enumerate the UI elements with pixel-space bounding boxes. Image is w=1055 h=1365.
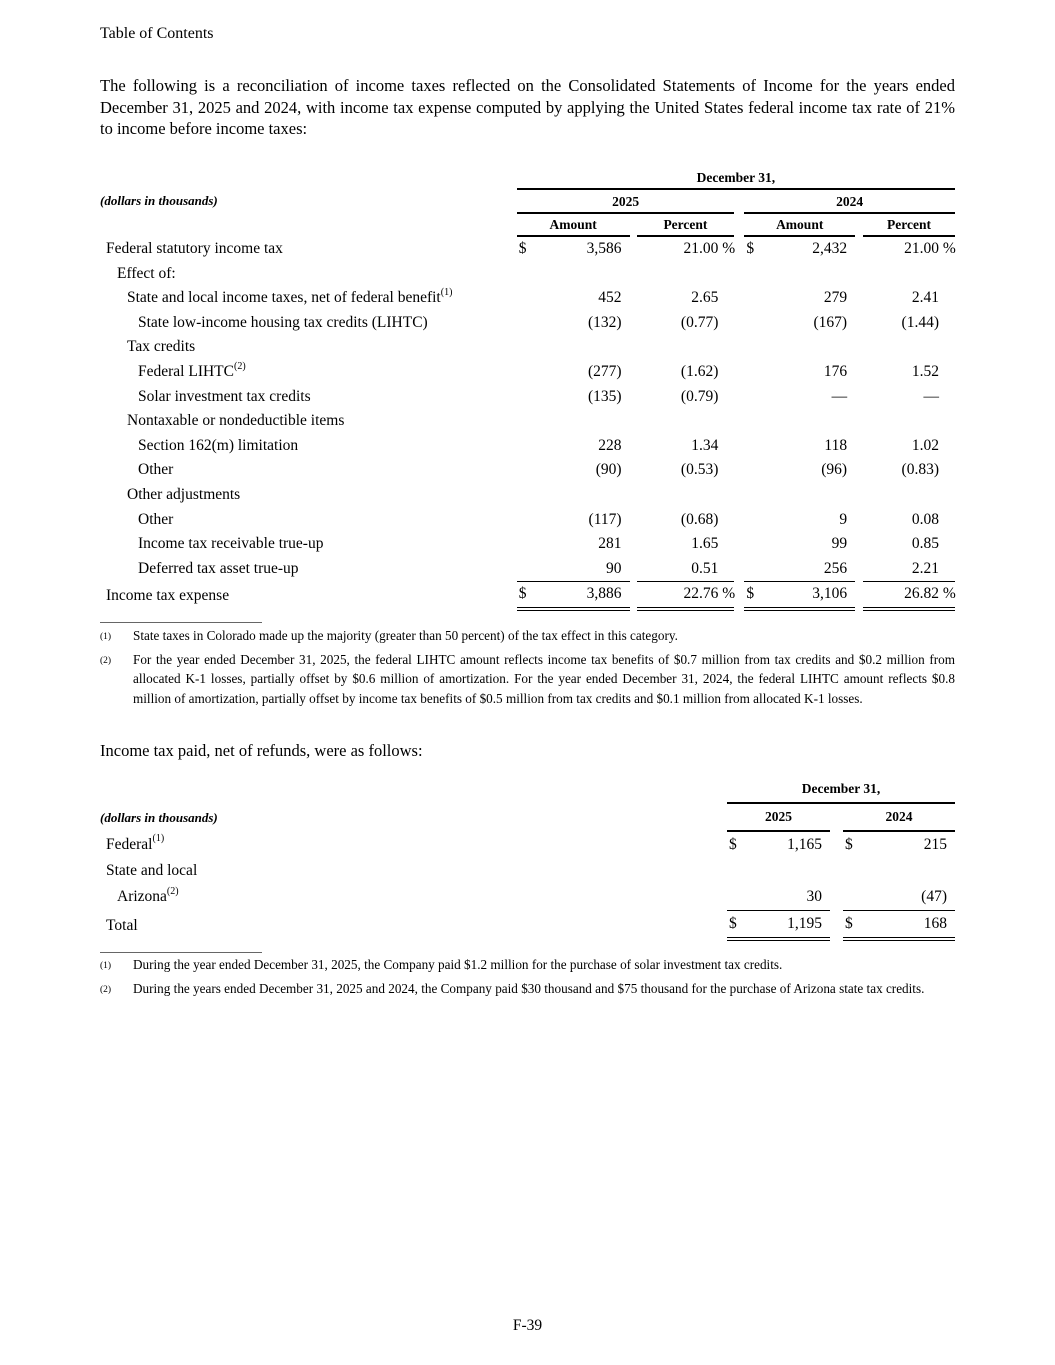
percent-cell: 21.00 % <box>683 240 736 258</box>
amount-cell: 99 <box>831 535 848 553</box>
amount-cell: (90) <box>595 461 622 479</box>
table-header-cols <box>100 213 955 236</box>
percent-cell: 1.52 <box>911 363 939 381</box>
year-2025-header: 2025 <box>727 803 830 831</box>
table-row <box>100 831 955 858</box>
row-label: Income tax receivable true-up <box>138 535 324 553</box>
percent-cell: 22.76 % <box>637 582 735 609</box>
table-row <box>100 483 955 508</box>
table-row-total <box>100 582 955 609</box>
amount-cell: 1,165 <box>787 835 822 853</box>
table-row <box>100 532 955 557</box>
percent-header-2024: Percent <box>863 213 955 236</box>
percent-cell: (0.79) <box>680 387 719 405</box>
footnote-ref: (2) <box>166 885 179 897</box>
footnote-ref: (1) <box>440 287 453 299</box>
table-row <box>100 409 955 434</box>
footnote-marker: (1) <box>100 961 112 971</box>
amount-cell: (117) <box>588 510 622 528</box>
paid-intro-paragraph: Income tax paid, net of refunds, were as follows: <box>100 741 423 760</box>
percent-cell: 26.82 % <box>863 582 955 609</box>
table-header-period <box>100 167 955 189</box>
amount-cell: (135) <box>587 387 622 405</box>
currency-cell: $ <box>517 582 539 609</box>
currency-cell: $ <box>729 835 737 853</box>
footnote <box>100 979 955 1001</box>
row-label: Arizona$^{(2)}$ <box>117 885 179 905</box>
amount-cell: 118 <box>824 436 848 454</box>
footnote-text: For the year ended December 31, 2025, the federal LIHTC amount reflects income tax benefits of $0.7 million from tax credits and $0.2 million from allocated K-1 losses, partially offset by $0.6 million of amortization. For the year ended December 31, 2024, the federal LIHTC amount reflects $0.8 million of amortization, partially offset by income tax benefits of $0.5 million from tax credits and $0.1 million from allocated K-1 losses. <box>133 651 955 706</box>
percent-cell: (1.44) <box>901 313 939 331</box>
footnote-marker: (2) <box>100 985 112 995</box>
year-2024-header: 2024 <box>744 189 955 214</box>
table-row <box>100 385 955 410</box>
percent-cell: 2.65 <box>691 289 719 307</box>
amount-cell: 168 <box>865 910 955 939</box>
amount-cell: (132) <box>587 313 622 331</box>
table-row <box>100 360 955 385</box>
dollars-note: (dollars in thousands) <box>100 809 218 825</box>
period-header: December 31, <box>517 167 955 189</box>
percent-cell: (0.68) <box>680 510 719 528</box>
year-2025-header: 2025 <box>517 189 735 214</box>
amount-cell: 228 <box>598 436 622 454</box>
percent-cell: 0.85 <box>911 535 939 553</box>
period-header: December 31, <box>727 776 955 803</box>
amount-cell: 452 <box>598 289 622 307</box>
toc-link[interactable]: Table of Contents <box>100 25 214 42</box>
amount-cell: (96) <box>821 461 848 479</box>
percent-cell: (0.53) <box>680 461 719 479</box>
dollars-note: (dollars in thousands) <box>100 192 218 208</box>
amount-header-2024: Amount <box>744 213 855 236</box>
table-header-period <box>100 776 955 803</box>
income-tax-paid-table <box>100 776 955 941</box>
row-label: Nontaxable or nondeductible items <box>127 412 345 430</box>
row-label: Tax credits <box>127 338 196 356</box>
percent-cell: 2.41 <box>911 289 939 307</box>
currency-cell: $ <box>746 240 755 258</box>
footnote-divider <box>100 622 262 623</box>
row-label: State and local income taxes, net of federal benefit$^{(1)}$ <box>127 287 453 307</box>
percent-cell: 1.34 <box>691 436 719 454</box>
amount-header-2025: Amount <box>517 213 630 236</box>
page-number: F-39 <box>512 1317 543 1334</box>
row-label: Solar investment tax credits <box>138 387 311 405</box>
percent-cell: (1.62) <box>680 363 719 381</box>
percent-cell: (0.83) <box>901 461 939 479</box>
percent-cell: 1.65 <box>691 535 719 553</box>
tax-reconciliation-table <box>100 167 955 612</box>
table-row <box>100 311 955 336</box>
row-label: Other <box>138 510 174 528</box>
footnote <box>100 955 955 977</box>
row-label: Federal LIHTC$^{(2)}$ <box>138 360 246 381</box>
amount-cell: 3,586 <box>586 240 622 258</box>
amount-cell: — <box>831 387 848 405</box>
amount-cell: 215 <box>923 835 947 853</box>
table-row <box>100 262 955 287</box>
table-header-years <box>100 803 955 831</box>
footnote-marker: (1) <box>100 631 112 642</box>
percent-cell: 0.08 <box>911 510 939 528</box>
amount-cell: 279 <box>823 289 848 307</box>
percent-cell: 0.51 <box>637 557 735 582</box>
footnote <box>100 650 955 709</box>
footnote-ref: (2) <box>233 360 246 372</box>
amount-cell: (47) <box>865 884 955 911</box>
footnote <box>100 626 955 648</box>
table-row <box>100 236 955 262</box>
table-row <box>100 884 955 911</box>
table-row <box>100 858 955 884</box>
footnote-text: State taxes in Colorado made up the majority (greater than 50 percent) of the tax effect in this category. <box>133 627 678 643</box>
row-label: State low-income housing tax credits (LIHTC) <box>138 313 428 331</box>
table-row <box>100 286 955 311</box>
amount-cell: 2,432 <box>812 240 848 258</box>
row-label: Federal$^{(1)}$ <box>106 833 165 853</box>
row-label: Deferred tax asset true-up <box>138 560 299 578</box>
row-label: Federal statutory income tax <box>106 240 283 258</box>
footnote-marker: (2) <box>100 655 112 666</box>
table-row <box>100 434 955 459</box>
currency-cell: $ <box>727 910 749 939</box>
row-label: Other <box>138 461 174 479</box>
footnote-ref: (1) <box>152 833 165 845</box>
currency-cell: $ <box>744 582 766 609</box>
percent-header-2025: Percent <box>637 213 735 236</box>
table-header-years <box>100 189 955 214</box>
table-row <box>100 458 955 483</box>
year-2024-header: 2024 <box>843 803 955 831</box>
row-label: Other adjustments <box>127 486 241 504</box>
percent-cell: (0.77) <box>680 313 719 331</box>
row-label: State and local <box>106 861 198 879</box>
amount-cell: 281 <box>598 535 622 553</box>
footnote-divider <box>100 952 262 953</box>
table-row <box>100 508 955 533</box>
intro-paragraph: The following is a reconciliation of income taxes reflected on the Consolidated Statements of Income for the years ended December 31, 2025 and 2024, with income tax expense computed by applying the United States federal income tax rate of 21% to income before income taxes: <box>100 76 955 138</box>
amount-cell: (277) <box>587 363 622 381</box>
amount-cell: (167) <box>813 313 848 331</box>
currency-cell: $ <box>843 910 865 939</box>
row-label: Income tax expense <box>106 587 230 605</box>
amount-cell: 3,106 <box>766 582 855 609</box>
footnote-text: During the years ended December 31, 2025 and 2024, the Company paid $30 thousand and $75 thousand for the purchase of Arizona state tax credits. <box>133 981 925 996</box>
percent-cell: 21.00 % <box>904 240 956 258</box>
amount-cell: 1,195 <box>749 910 830 939</box>
table-row <box>100 557 955 582</box>
currency-cell: $ <box>845 835 853 853</box>
table-row-total <box>100 910 955 939</box>
amount-cell: 176 <box>823 363 848 381</box>
amount-cell: 3,886 <box>539 582 630 609</box>
percent-cell: — <box>923 387 939 405</box>
percent-cell: 2.21 <box>863 557 955 582</box>
percent-cell: 1.02 <box>911 436 939 454</box>
footnote-text: During the year ended December 31, 2025, the Company paid $1.2 million for the purchase of solar investment tax credits. <box>133 957 783 972</box>
row-label: Effect of: <box>117 264 176 282</box>
amount-cell: 90 <box>539 557 630 582</box>
amount-cell: 256 <box>766 557 855 582</box>
row-label: Section 162(m) limitation <box>138 436 299 454</box>
amount-cell: 9 <box>839 510 848 528</box>
row-label: Total <box>106 916 138 934</box>
amount-cell: 30 <box>749 884 830 911</box>
table-row <box>100 335 955 360</box>
currency-cell: $ <box>518 240 527 258</box>
